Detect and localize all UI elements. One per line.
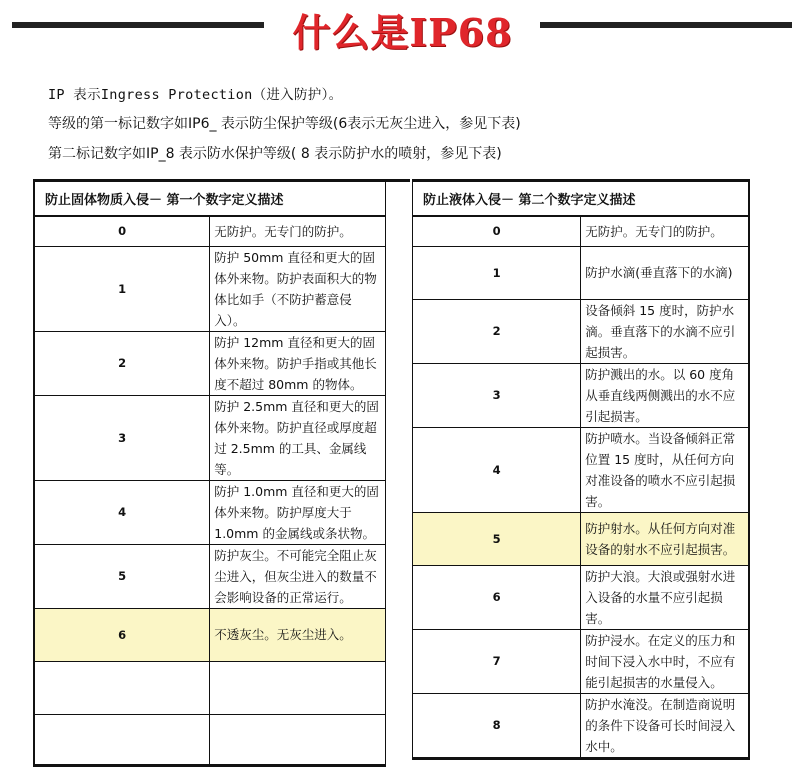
level-number: 4 xyxy=(34,480,210,544)
level-description xyxy=(210,714,386,765)
level-number: 1 xyxy=(413,246,581,299)
table-row xyxy=(413,299,750,363)
level-number: 0 xyxy=(34,216,210,246)
level-description: 防护大浪。大浪或强射水进入设备的水量不应引起损害。 xyxy=(581,565,749,629)
table-row xyxy=(34,395,386,480)
level-description: 防护 12mm 直径和更大的固体外来物。防护手指或其他长度不超过 80mm 的物体。 xyxy=(210,331,386,395)
level-number: 0 xyxy=(413,216,581,246)
table-row-highlighted xyxy=(413,512,750,565)
table-row xyxy=(413,246,750,299)
level-description: 设备倾斜 15 度时，防护水滴。垂直落下的水滴不应引起损害。 xyxy=(581,299,749,363)
level-number: 4 xyxy=(413,427,581,512)
level-number: 5 xyxy=(34,544,210,608)
page-title: 什么是IP68 xyxy=(292,10,513,55)
table-row-highlighted xyxy=(34,608,386,661)
table-header-row xyxy=(34,181,386,217)
level-description: 防护射水。从任何方向对准设备的射水不应引起损害。 xyxy=(581,512,749,565)
level-description: 防护喷水。当设备倾斜正常位置 15 度时，从任何方向对准设备的喷水不应引起损害。 xyxy=(581,427,749,512)
liquid-table-heading: 防止液体入侵－ 第二个数字定义描述 xyxy=(413,181,750,217)
level-description: 防护溅出的水。以 60 度角从垂直线两侧溅出的水不应引起损害。 xyxy=(581,363,749,427)
table-row xyxy=(34,544,386,608)
table-row xyxy=(413,629,750,693)
header-rule-right xyxy=(540,22,792,28)
level-number: 8 xyxy=(413,693,581,758)
level-number: 5 xyxy=(413,512,581,565)
table-row xyxy=(413,216,750,246)
intro-line-3: 第二标记数字如IP_8 表示防水保护等级( 8 表示防护水的喷射，参见下表) xyxy=(48,146,502,162)
intro-line-1: IP 表示Ingress Protection（进入防护）。 xyxy=(48,87,343,103)
intro-line-2: 等级的第一标记数字如IP6_ 表示防尘保护等级(6表示无灰尘进入，参见下表) xyxy=(48,116,521,132)
liquid-protection-table xyxy=(412,179,750,760)
table-gap xyxy=(386,179,412,665)
table-row xyxy=(413,565,750,629)
level-number: 2 xyxy=(413,299,581,363)
table-row xyxy=(34,480,386,544)
level-number: 2 xyxy=(34,331,210,395)
level-number: 3 xyxy=(413,363,581,427)
table-row xyxy=(413,363,750,427)
level-description: 防护灰尘。不可能完全阻止灰尘进入，但灰尘进入的数量不会影响设备的正常运行。 xyxy=(210,544,386,608)
level-number: 3 xyxy=(34,395,210,480)
level-number xyxy=(34,661,210,714)
level-number: 6 xyxy=(34,608,210,661)
level-description: 防护水淹没。在制造商说明的条件下设备可长时间浸入水中。 xyxy=(581,693,749,758)
table-row xyxy=(34,246,386,331)
solid-protection-table xyxy=(33,179,386,767)
level-description: 防护 50mm 直径和更大的固体外来物。防护表面积大的物体比如手（不防护蓄意侵入）。 xyxy=(210,246,386,331)
level-number: 1 xyxy=(34,246,210,331)
page-header xyxy=(0,0,801,56)
level-description: 无防护。无专门的防护。 xyxy=(581,216,749,246)
table-row xyxy=(34,216,386,246)
level-number xyxy=(34,714,210,765)
level-description: 不透灰尘。无灰尘进入。 xyxy=(210,608,386,661)
level-description xyxy=(210,661,386,714)
level-description: 防护 1.0mm 直径和更大的固体外来物。防护厚度大于 1.0mm 的金属线或条状物。 xyxy=(210,480,386,544)
table-row-empty xyxy=(34,714,386,765)
level-number: 7 xyxy=(413,629,581,693)
level-description: 防护水滴(垂直落下的水滴) xyxy=(581,246,749,299)
table-row xyxy=(34,331,386,395)
gap-top-rule xyxy=(386,179,410,182)
header-rule-left xyxy=(12,22,264,28)
table-row xyxy=(413,693,750,758)
level-description: 无防护。无专门的防护。 xyxy=(210,216,386,246)
level-number: 6 xyxy=(413,565,581,629)
table-row-empty xyxy=(34,661,386,714)
table-row xyxy=(413,427,750,512)
solid-table-heading: 防止固体物质入侵－ 第一个数字定义描述 xyxy=(34,181,386,217)
table-header-row xyxy=(413,181,750,217)
level-description: 防护浸水。在定义的压力和时间下浸入水中时，不应有能引起损害的水量侵入。 xyxy=(581,629,749,693)
level-description: 防护 2.5mm 直径和更大的固体外来物。防护直径或厚度超过 2.5mm 的工具、金属线等。 xyxy=(210,395,386,480)
